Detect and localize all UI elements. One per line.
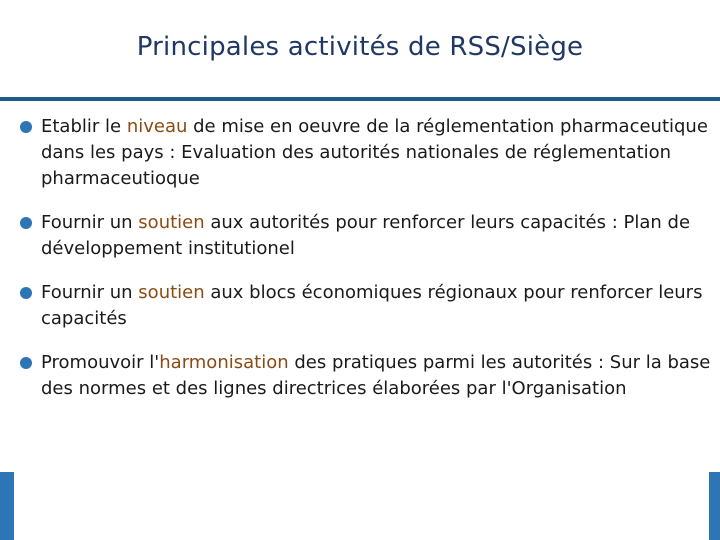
bullet-item — [18, 280, 718, 332]
bullet-text-after: aux autorités pour renforcer leurs capacités : Plan de développement institutionel — [41, 212, 691, 259]
bullet-highlight: harmonisation — [159, 352, 289, 373]
bullet-text-after: aux blocs économiques régionaux pour renforcer leurs capacités — [41, 282, 703, 329]
bullet-highlight: niveau — [126, 116, 188, 137]
title-divider — [0, 97, 720, 101]
bullet-list — [18, 114, 718, 420]
bullet-dot-icon — [20, 357, 32, 369]
bullet-text-after: des pratiques parmi les autorités : Sur la base des normes et des lignes directrices élaborées par l'Organisation — [41, 352, 711, 399]
bullet-dot-icon — [20, 121, 32, 133]
bullet-text-before: Fournir un — [41, 282, 139, 303]
bullet-highlight: soutien — [138, 212, 205, 233]
decorative-bar-right — [709, 472, 720, 540]
bullet-item — [18, 350, 718, 402]
bullet-item — [18, 210, 718, 262]
bullet-text-before: Fournir un — [41, 212, 139, 233]
decorative-bar-left — [0, 472, 14, 540]
bullet-text-after: de mise en oeuvre de la réglementation pharmaceutique dans les pays : Evaluation des autorités nationales de réglementation pharmaceutioque — [41, 116, 708, 189]
bullet-text-before: Etablir le — [41, 116, 127, 137]
bullet-dot-icon — [20, 287, 32, 299]
bullet-item — [18, 114, 718, 192]
bullet-text-before: Promouvoir l' — [41, 352, 160, 373]
bullet-highlight: soutien — [138, 282, 205, 303]
bullet-dot-icon — [20, 217, 32, 229]
slide-title: Principales activités de RSS/Siège — [136, 32, 584, 62]
